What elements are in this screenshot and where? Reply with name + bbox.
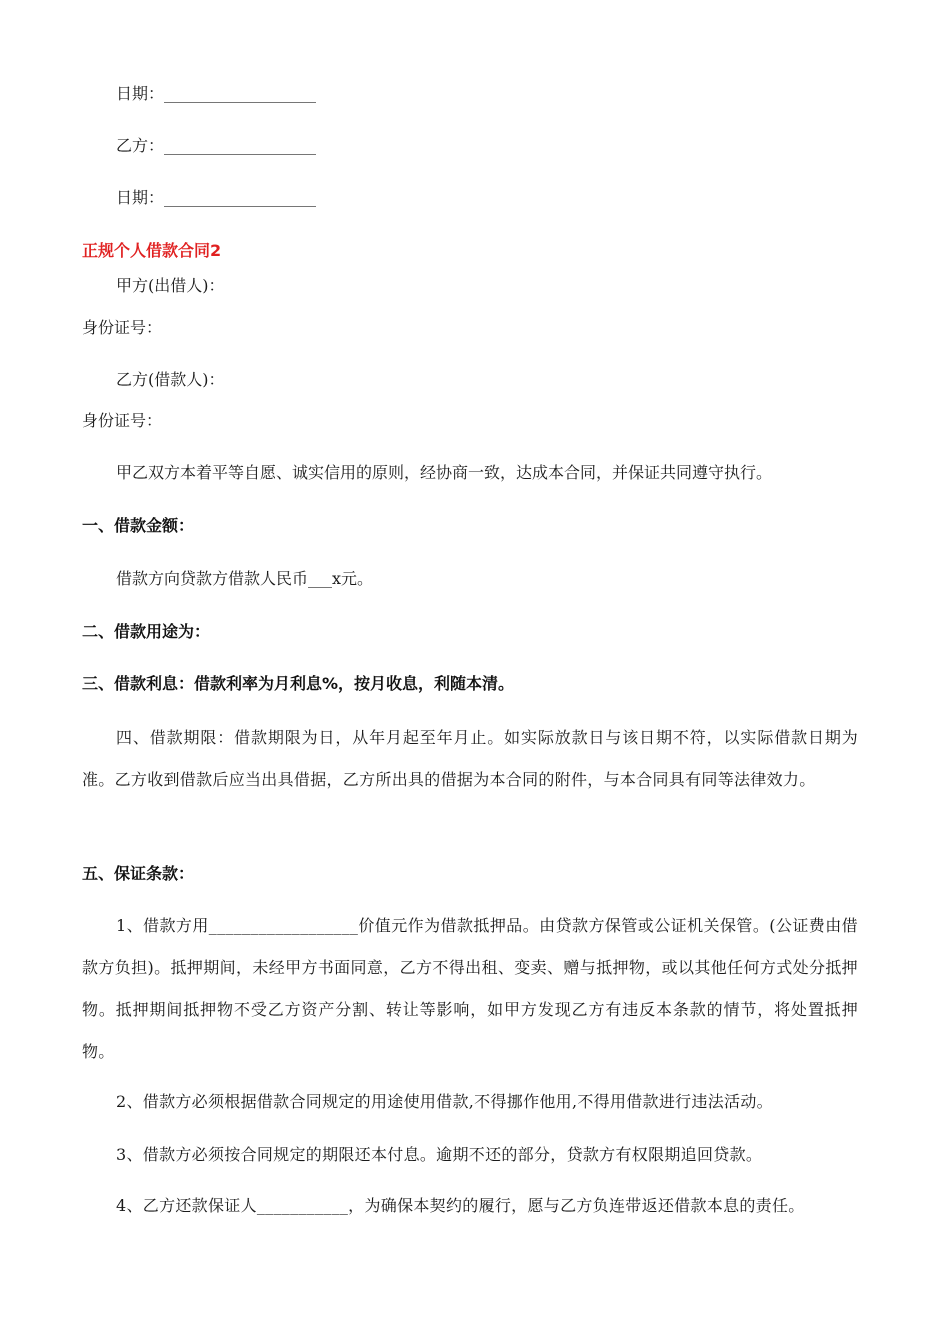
- section-1-heading: 一、借款金额：: [82, 516, 195, 535]
- party-a-label: 甲方(出借人)：: [116, 276, 225, 295]
- party-b-label: 乙方(借款人)：: [116, 370, 225, 389]
- section-5-item-1: 1、借款方用__________________价值元作为借款抵押品。由贷款方保管或公证机关保管。(公证费由借款方负担)。抵押期间，未经甲方书面同意，乙方不得出租、变卖、赠与抵押物，或以其他任何方式处分抵押物。抵押期间抵押物不受乙方资产分割、转让等影响，如甲方发现乙方有违反本条款的情节，将处置抵押物。: [82, 916, 858, 1061]
- section-4-body: 四、借款期限：借款期限为日，从年月起至年月止。如实际放款日与该日期不符，以实际借款日期为准。乙方收到借款后应当出具借据，乙方所出具的借据为本合同的附件，与本合同具有同等法律效力。: [82, 728, 858, 789]
- contract-title: 正规个人借款合同2: [82, 241, 222, 260]
- section-3-heading: 三、借款利息：借款利率为月利息%，按月收息，利随本清。: [82, 674, 515, 693]
- preamble: 甲乙双方本着平等自愿、诚实信用的原则，经协商一致，达成本合同，并保证共同遵守执行。: [116, 463, 773, 482]
- signature-date-1: 日期：___________________: [116, 84, 317, 103]
- signature-party-b: 乙方：___________________: [116, 136, 317, 155]
- section-5-heading: 五、保证条款：: [82, 864, 195, 883]
- section-2-heading: 二、借款用途为：: [82, 622, 211, 641]
- party-b-id-label: 身份证号：: [82, 411, 163, 430]
- section-5-item-2: 2、借款方必须根据借款合同规定的用途使用借款,不得挪作他用,不得用借款进行违法活动。: [116, 1092, 773, 1111]
- section-5-item-3: 3、借款方必须按合同规定的期限还本付息。逾期不还的部分，贷款方有权限期追回贷款。: [116, 1145, 763, 1164]
- signature-date-2: 日期：___________________: [116, 188, 317, 207]
- section-1-body: 借款方向贷款方借款人民币___x元。: [116, 569, 374, 588]
- section-5-item-4: 4、乙方还款保证人___________，为确保本契约的履行，愿与乙方负连带返还借款本息的责任。: [116, 1196, 805, 1215]
- party-a-id-label: 身份证号：: [82, 318, 163, 337]
